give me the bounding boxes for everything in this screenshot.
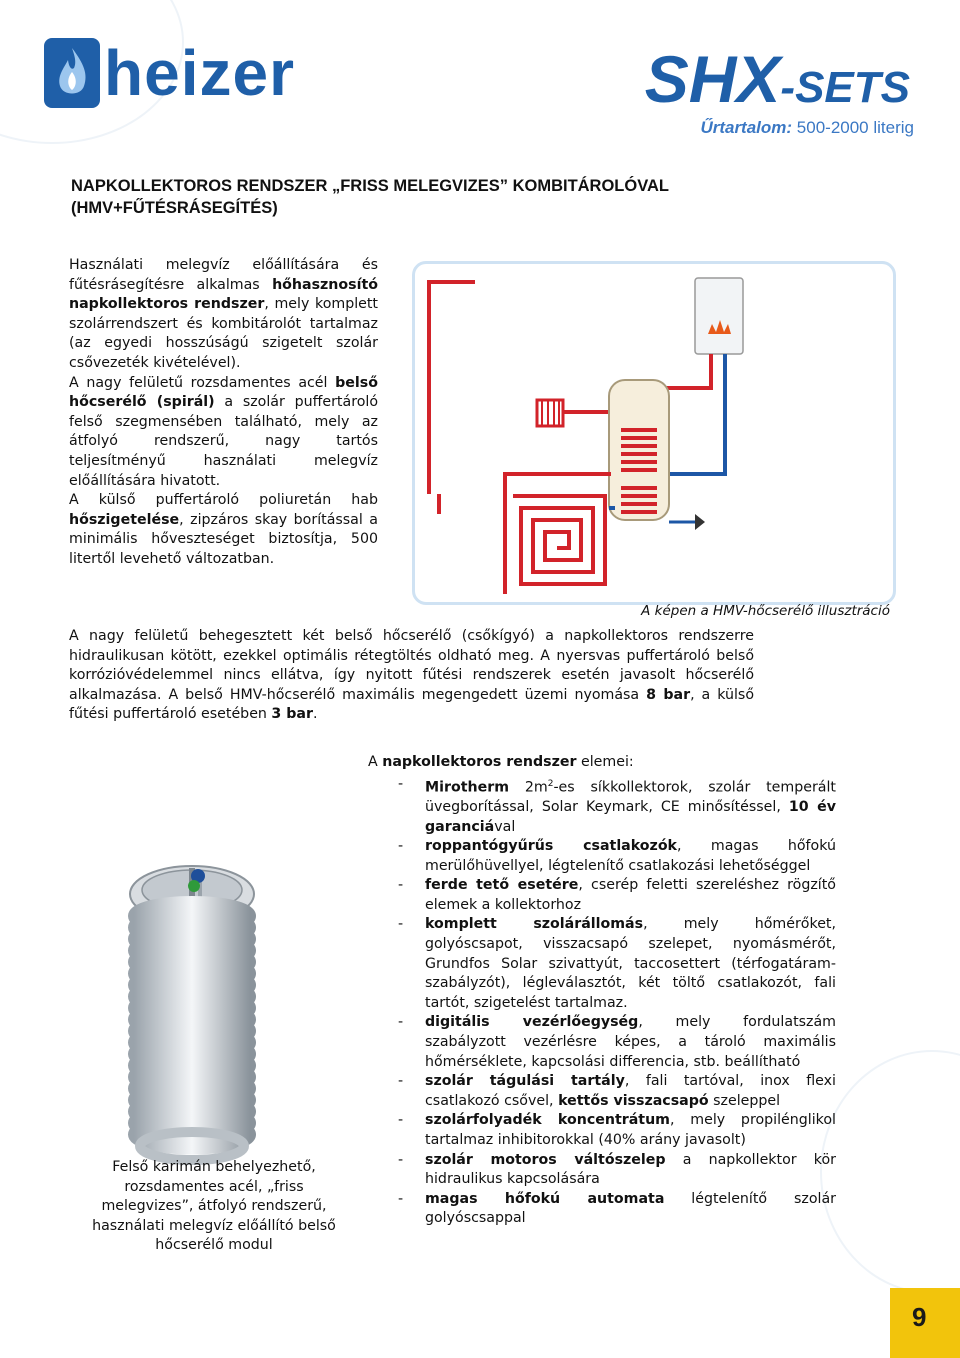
series-suffix: -SETS (780, 63, 910, 112)
page-number-tab (890, 1288, 960, 1358)
text-run: , zipzáros skay borítással a minimális hőveszteséget biztosítja, 500 litertől levehető változatban. (69, 511, 378, 567)
system-diagram (412, 261, 896, 605)
superscript: 2 (547, 778, 554, 789)
system-elements (368, 753, 836, 1229)
dash: - (398, 838, 404, 855)
intro-paragraph-3 (69, 491, 378, 569)
capacity-label: Űrtartalom: (700, 118, 793, 137)
text-run: A külső puffertároló poliuretán hab (69, 492, 378, 509)
bold-run: magas hőfokú automata (425, 1190, 665, 1207)
coil-rings (134, 902, 250, 1149)
bold-run: komplett szolárállomás (425, 916, 644, 933)
heat-exchanger-paragraph (69, 627, 754, 725)
bold-run: 3 bar (271, 706, 313, 723)
bold-run: hőhasznosító napkollektoros rendszer (69, 276, 378, 313)
list-item (368, 837, 836, 876)
valve-icon (695, 514, 705, 530)
capacity-line (700, 118, 914, 138)
list-item (368, 1072, 836, 1111)
radiator-icon (537, 400, 563, 426)
intro-paragraph-1 (69, 256, 378, 374)
text-run: A (368, 754, 383, 770)
bold-run: belső hőcserélő (spirál) (69, 374, 378, 411)
bold-run: roppantógyűrűs csatlakozók (425, 838, 677, 855)
text-run: , mely propilénglikol tartalmaz inhibitorokkal (40% arány javasolt) (425, 1112, 836, 1149)
underfloor-heating-icon (513, 496, 605, 584)
elements-heading (368, 753, 836, 773)
dash: - (398, 1151, 404, 1168)
text-run: 2m (509, 779, 548, 796)
diagram-caption: A képen a HMV-hőcserélő illusztráció (641, 603, 890, 619)
text-run: Használati melegvíz előállítására és fűtésrásegítésre alkalmas (69, 257, 378, 293)
dash: - (398, 877, 404, 894)
text-run: , magas hőfokú merülőhüvellyel, légtelenítő csatlakozási lehetőséggel (425, 838, 836, 874)
dash: - (398, 1073, 404, 1090)
text-run: , mely hőmérőket, golyóscsapot, visszacsapó szelepet, nyomásmérőt, Grundfos Solar szivattyút, taccosettert (térfogatáram-szabályzót), légleválasztót, két töltő csatlakozót, fali tartót, szigetelést tartalmaz. (425, 916, 836, 1011)
intro-paragraph-2 (69, 374, 378, 492)
text-run: -es síkkollektorok, szolár temperált üvegborítással, Solar Keymark, CE minősítéssel, (425, 779, 836, 815)
bold-run: digitális vezérlőegység (425, 1014, 639, 1031)
elements-list (368, 775, 836, 1229)
intro-text (69, 256, 378, 570)
bold-run: szolár motoros váltószelep (425, 1151, 666, 1168)
page-title (71, 175, 831, 219)
bold-run: ferde tető esetére (425, 877, 579, 894)
text-run: A nagy felületű behegesztett két belső hőcserélő (csőkígyó) a napkollektoros rendszerre hidraulikusan kötött, ezekkel optimális rétegtöltés oldható meg. A nyersvas puffertároló belső korrózióvédelemmel nincs ellátva, így nyitott fűtési rendszerek esetén javasolt hőcserélő alkalmazása. A belső HMV-hőcserélő maximális megengedett üzemi nyomása (69, 628, 754, 703)
text-run: , fali tartóval, inox flexi csatlakozó csővel, (425, 1073, 837, 1109)
coil-module-caption: Felső karimán behelyezhető, rozsdamentes acél, „friss melegvizes”, átfolyó rendszerű, használati melegvíz előállító belső hőcserélő modul (92, 1159, 336, 1254)
list-item (368, 1151, 836, 1190)
combi-tank-icon (609, 380, 669, 520)
list-item (368, 876, 836, 915)
dash: - (398, 916, 404, 933)
bold-run: hőszigetelése (69, 511, 180, 528)
system-diagram-drawing (415, 264, 893, 602)
text-run: . (312, 706, 318, 723)
bold-run: szolárfolyadék koncentrátum (425, 1112, 670, 1129)
brand-logo-text: heizer (104, 37, 295, 109)
text-run: , cserép feletti szereléshez rögzítő elemek a kollektorhoz (425, 877, 836, 913)
gas-boiler-icon (695, 278, 743, 354)
text-run: , a külső fűtési puffertároló esetében (69, 686, 754, 723)
text-run: szeleppel (708, 1092, 781, 1109)
capacity-value: 500-2000 literig (796, 118, 914, 137)
dash: - (398, 1112, 404, 1129)
text-run: A nagy felületű rozsdamentes acél (69, 374, 336, 391)
background-ornament (820, 1050, 960, 1294)
bold-run: napkollektoros rendszer (382, 754, 577, 770)
bold-run: kettős visszacsapó (558, 1092, 709, 1109)
dash: - (398, 1014, 404, 1031)
bold-run: 8 bar (646, 686, 691, 703)
text-run: a szolár puffertároló felső szegmensében található, mely az átfolyó rendszerű, nagy tartós teljesítményű használati melegvíz előállítására hivatott. (69, 394, 379, 489)
dash: - (398, 1190, 404, 1207)
page-title-line-2: (HMV+FŰTÉSRÁSEGÍTÉS) (71, 199, 278, 217)
list-item (368, 1013, 836, 1072)
text-run: elemei: (576, 754, 634, 770)
flame-logo-icon (44, 38, 100, 108)
list-item (368, 1111, 836, 1150)
list-item (368, 915, 836, 1013)
list-item (368, 1190, 836, 1229)
bold-run: szolár tágulási tartály (425, 1073, 625, 1090)
bold-run: Mirotherm (425, 779, 510, 796)
list-item (368, 775, 836, 838)
text-run: , mely komplett szolárrendszert és kombitárolót tartalmaz (az egyedi hosszúságú szigetelt szolár csővezeték kivételével). (69, 296, 378, 371)
text-run: , mely fordulatszám szabályzott vezérlésre képes, a tároló maximális hőmérséklete, kapcsolási differencia, stb. beállítható (425, 1014, 836, 1070)
green-connector-icon (188, 880, 200, 892)
bold-run: 10 év garanciá (425, 798, 836, 835)
series-main: SHX (644, 42, 781, 116)
text-run: légtelenítő szolár golyóscsappal (425, 1190, 836, 1227)
page-title-line-1: NAPKOLLEKTOROS RENDSZER „FRISS MELEGVIZES” KOMBITÁROLÓVAL (71, 177, 669, 195)
dash: - (398, 775, 404, 792)
text-run: val (494, 818, 516, 835)
page-number: 9 (912, 1302, 927, 1332)
text-run: a napkollektor kör hidraulikus kapcsolására (425, 1151, 836, 1188)
